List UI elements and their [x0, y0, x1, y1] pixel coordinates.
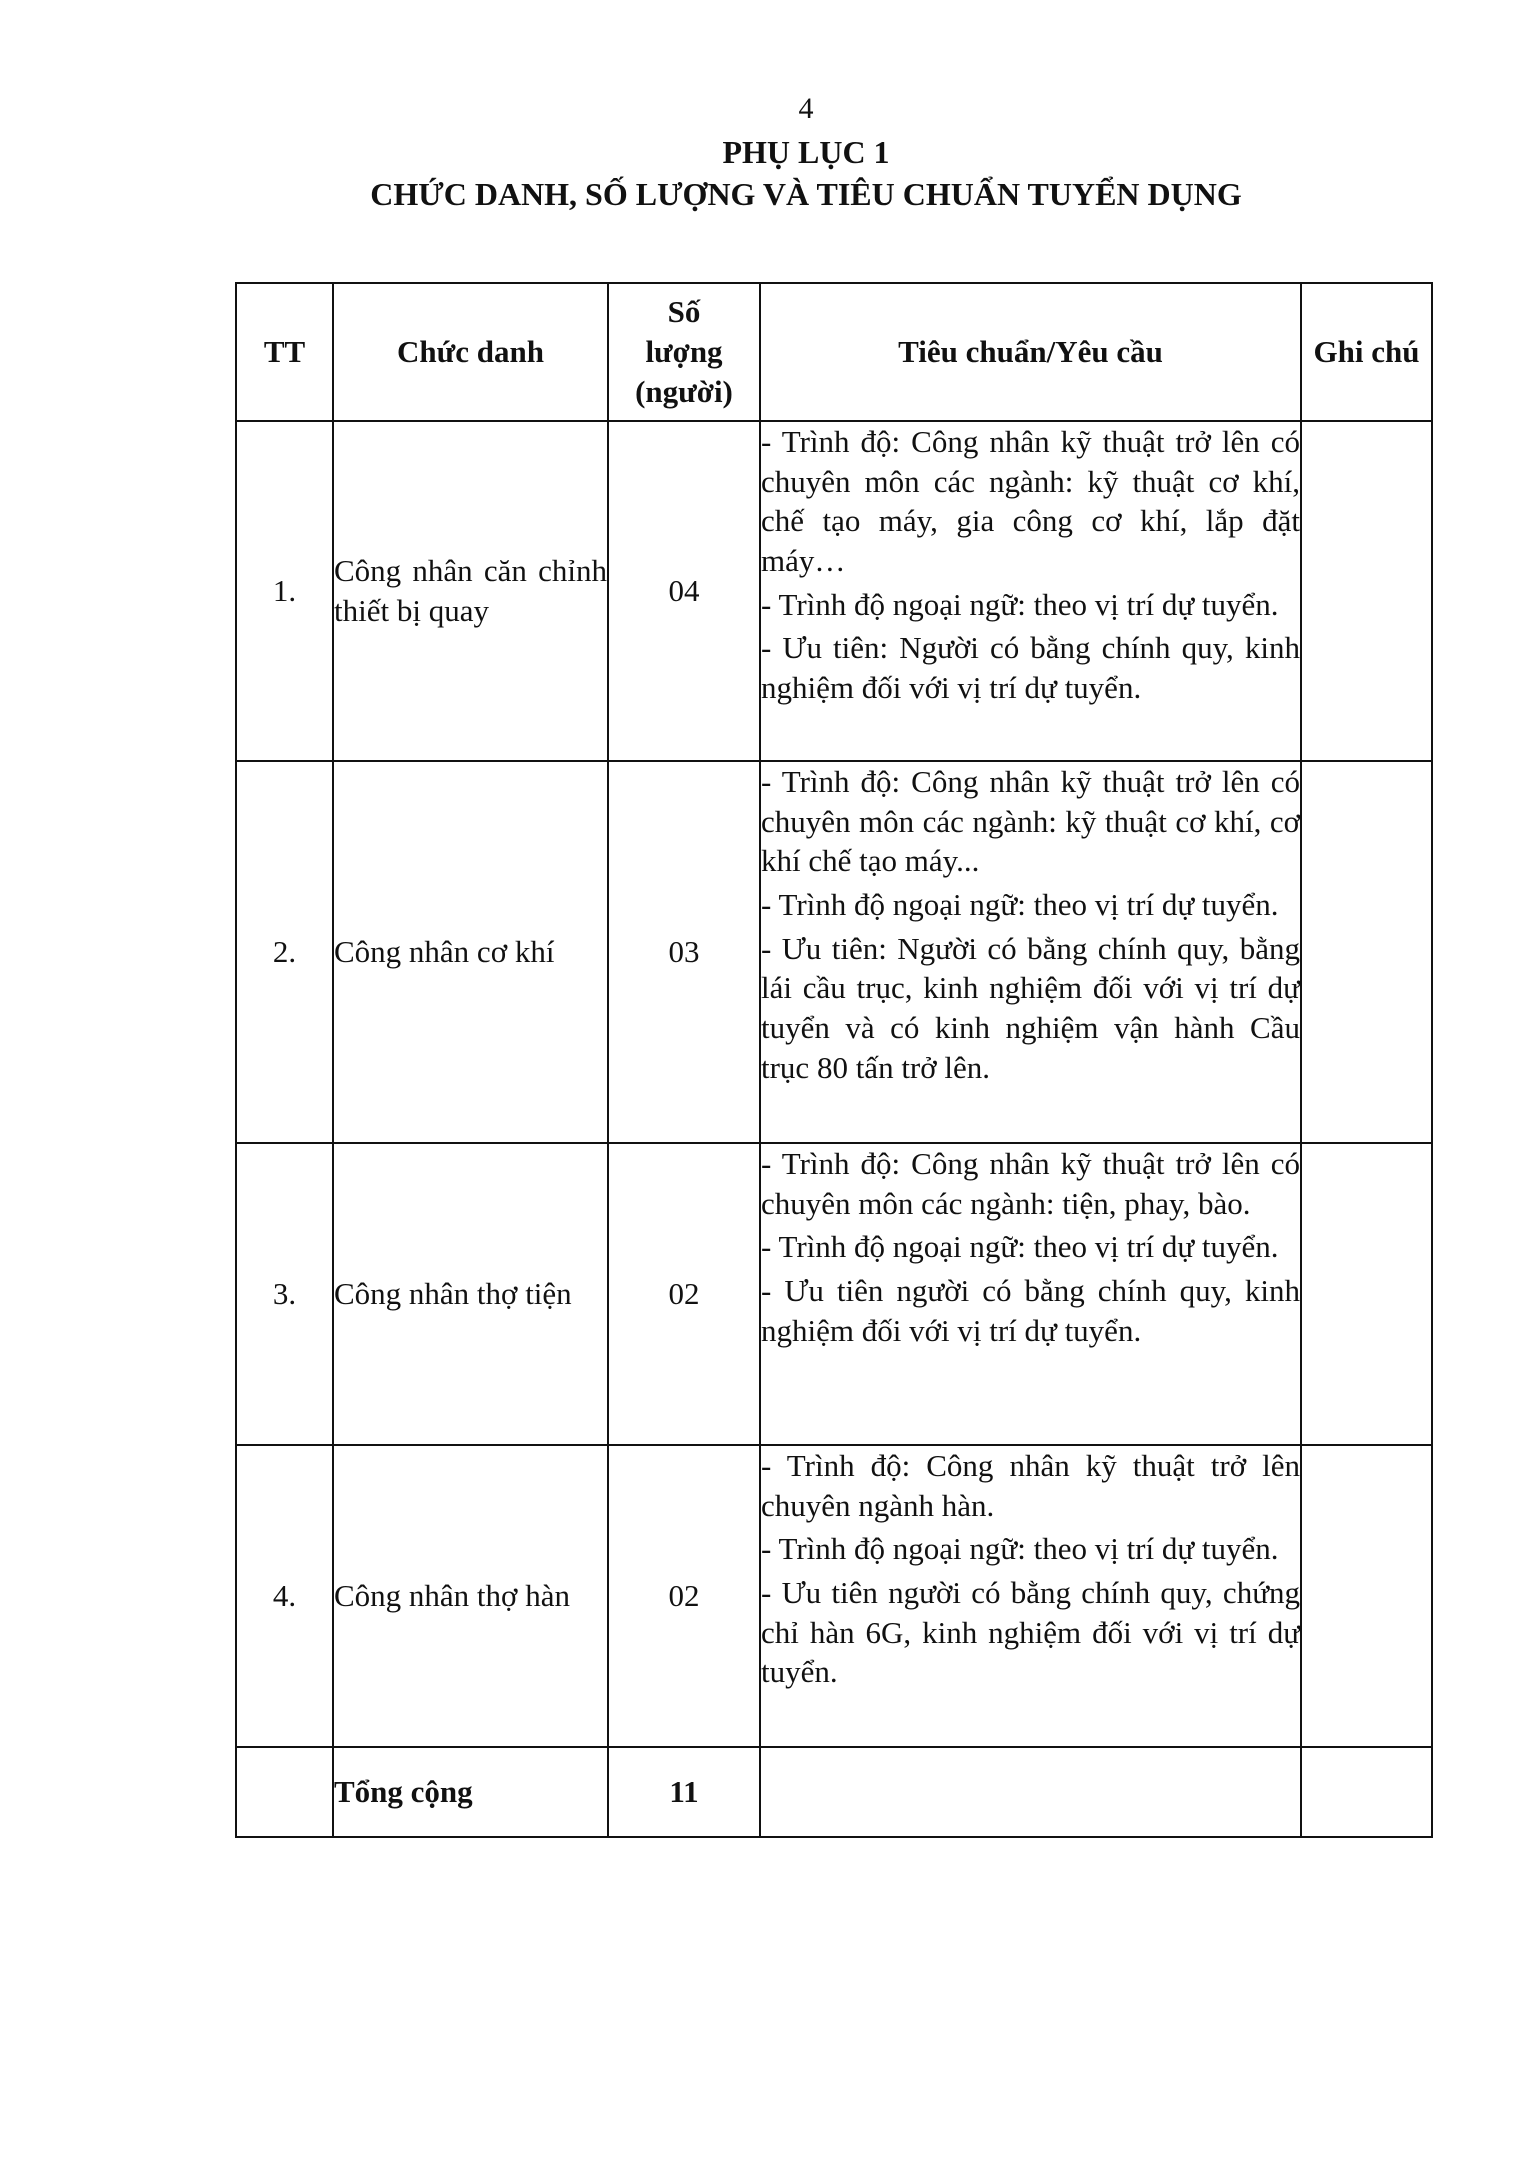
requirement-item: - Ưu tiên: Người có bằng chính quy, bằng lái cầu trục, kinh nghiệm đối với vị trí dự tuyển và có kinh nghiệm vận hành Cầu trục 80 tấn trở lên. — [761, 930, 1300, 1085]
document-title: CHỨC DANH, SỐ LƯỢNG VÀ TIÊU CHUẨN TUYỂN DỤNG — [370, 176, 1242, 212]
requirement-item: - Ưu tiên người có bằng chính quy, chứng chỉ hàn 6G, kinh nghiệm đối với vị trí dự tuyển. — [761, 1575, 1300, 1690]
table-row — [236, 761, 1432, 1143]
requirement-item: - Ưu tiên: Người có bằng chính quy, kinh nghiệm đối với vị trí dự tuyển. — [761, 630, 1300, 706]
requirement-item: - Trình độ ngoại ngữ: theo vị trí dự tuyển. — [761, 1531, 1279, 1567]
appendix-title: PHỤ LỤC 1 — [722, 134, 890, 170]
total-empty-requirements — [760, 1747, 1301, 1837]
row-note — [1301, 421, 1432, 761]
row-tt: 4. — [236, 1445, 333, 1747]
row-count: 04 — [608, 421, 760, 761]
header-title: Chức danh — [333, 283, 608, 421]
header-count — [608, 283, 760, 421]
requirement-item: - Trình độ: Công nhân kỹ thuật trở lên có chuyên môn các ngành: kỹ thuật cơ khí, cơ khí chế tạo máy... — [761, 764, 1300, 879]
requirement-item: - Trình độ ngoại ngữ: theo vị trí dự tuyển. — [761, 1229, 1279, 1265]
total-empty-note — [1301, 1747, 1432, 1837]
row-title: Công nhân căn chỉnh thiết bị quay — [333, 421, 608, 761]
row-title: Công nhân thợ hàn — [333, 1445, 608, 1747]
recruitment-table — [235, 282, 1433, 1838]
row-title: Công nhân cơ khí — [333, 761, 608, 1143]
row-count: 03 — [608, 761, 760, 1143]
header-count-line2: lượng — [645, 333, 723, 369]
header-requirements: Tiêu chuẩn/Yêu cầu — [760, 283, 1301, 421]
total-value: 11 — [608, 1747, 760, 1837]
header-tt: TT — [236, 283, 333, 421]
row-title: Công nhân thợ tiện — [333, 1143, 608, 1445]
requirement-item: - Trình độ: Công nhân kỹ thuật trở lên có chuyên môn các ngành: kỹ thuật cơ khí, chế tạo máy, gia công cơ khí, lắp đặt máy… — [761, 424, 1300, 579]
row-count: 02 — [608, 1143, 760, 1445]
row-note — [1301, 1143, 1432, 1445]
requirement-item: - Trình độ: Công nhân kỹ thuật trở lên chuyên ngành hàn. — [761, 1448, 1300, 1523]
row-requirements — [760, 1445, 1301, 1747]
row-tt: 3. — [236, 1143, 333, 1445]
table-row — [236, 1143, 1432, 1445]
table-header-row — [236, 283, 1432, 421]
requirement-item: - Trình độ: Công nhân kỹ thuật trở lên có chuyên môn các ngành: tiện, phay, bào. — [761, 1146, 1300, 1221]
row-requirements — [760, 421, 1301, 761]
row-note — [1301, 1445, 1432, 1747]
total-empty-tt — [236, 1747, 333, 1837]
table-row — [236, 1445, 1432, 1747]
page-number: 4 — [798, 92, 814, 125]
requirement-item: - Trình độ ngoại ngữ: theo vị trí dự tuyển. — [761, 887, 1279, 923]
header-count-line1: Số — [667, 293, 701, 329]
row-note — [1301, 761, 1432, 1143]
requirement-item: - Trình độ ngoại ngữ: theo vị trí dự tuyển. — [761, 586, 1279, 622]
requirement-item: - Ưu tiên người có bằng chính quy, kinh nghiệm đối với vị trí dự tuyển. — [761, 1273, 1300, 1348]
table-total-row — [236, 1747, 1432, 1837]
row-tt: 2. — [236, 761, 333, 1143]
row-tt: 1. — [236, 421, 333, 761]
row-requirements — [760, 761, 1301, 1143]
row-count: 02 — [608, 1445, 760, 1747]
table-row — [236, 421, 1432, 761]
total-label: Tổng cộng — [333, 1747, 608, 1837]
header-count-line3: (người) — [635, 374, 733, 410]
row-requirements — [760, 1143, 1301, 1445]
header-note: Ghi chú — [1301, 283, 1432, 421]
